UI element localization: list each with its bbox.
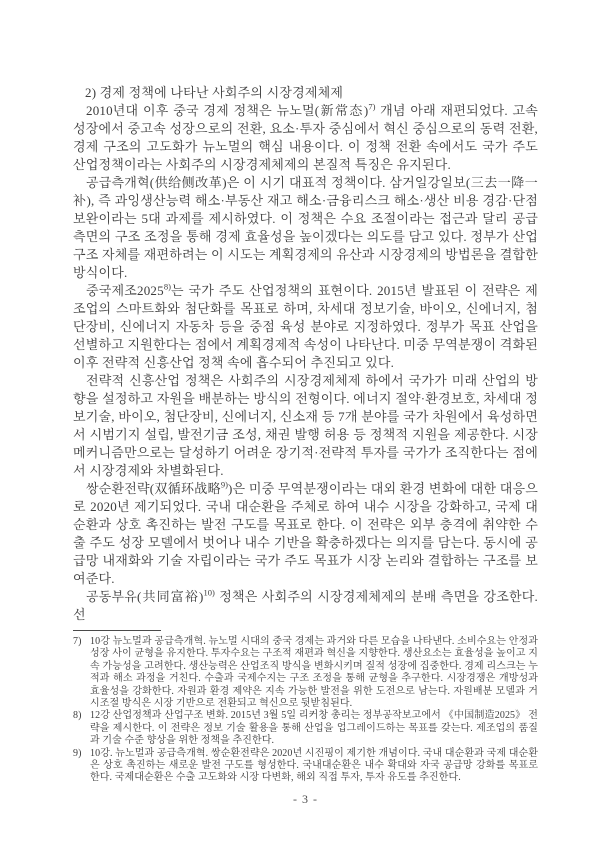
footnote-number: 7) <box>73 636 82 647</box>
footnote-ref: 9) <box>220 479 228 490</box>
footnote-ref: 8) <box>163 281 171 292</box>
paragraph-text: 는 국가 주도 산업정책의 표현이다. 2015년 발표된 이 전략은 제조업의 스마트화와 첨단화를 목표로 하며, 차세대 정보기술, 바이오, 신에너지, 첨단장비, 신에너지 자동차 등을 중점 육성 분야로 지정하였다. 정부가 목표 산업을 선별하고 지원한다는 점에서 계획경제적 속성이 나타난다. 미중 무역분쟁이 격화된 이후 전략적 신흥산업 정책 속에 흡수되어 추진되고 있다. <box>73 283 538 370</box>
body-text <box>73 102 538 624</box>
footnote-item <box>73 748 538 785</box>
body-paragraph <box>73 588 538 624</box>
paragraph-text: 전략적 신흥산업 정책은 사회주의 시장경제체제 하에서 국가가 미래 산업의 방향을 설정하고 자원을 배분하는 방식의 전형이다. 에너지 절약·환경보호, 차세대 정보기술, 바이오, 첨단장비, 신에너지, 신소재 등 7개 분야를 국가 차원에서 육성하면서 시범기지 설립, 발전기금 조성, 채권 발행 허용 등 정책적 지원을 제공한다. 시장 메커니즘만으로는 달성하기 어려운 장기적·전략적 투자를 국가가 조직한다는 점에서 시장경제와 차별화된다. <box>73 373 538 478</box>
body-paragraph <box>73 174 538 282</box>
paragraph-text: 개념 아래 재편되었다. 고속 성장에서 중고속 성장으로의 전환, 요소·투자 중심에서 혁신 중심으로의 동력 전환, 경제 구조의 고도화가 뉴노멀의 핵심 내용이다. 이 정책 전환 속에서도 국가 주도 산업정책이라는 사회주의 시장경제체제의 본질적 특징은 유지된다. <box>73 103 538 172</box>
body-paragraph <box>73 102 538 174</box>
footnote-item <box>73 636 538 710</box>
footnote-item <box>73 710 538 747</box>
paragraph-text: )은 미중 무역분쟁이라는 대외 환경 변화에 대한 대응으로 2020년 제기되었다. 국내 대순환을 주체로 하여 내수 시장을 강화하고, 국제 대순환과 상호 촉진하는 발전 구도를 목표로 한다. 이 전략은 외부 충격에 취약한 수출 주도 성장 모델에서 벗어나 내수 기반을 확충하겠다는 의지를 담는다. 동시에 공급망 내재화와 기술 자립이라는 국가 주도 목표가 시장 논리와 결합하는 구조를 보여준다. <box>73 481 538 586</box>
body-paragraph <box>73 372 538 480</box>
footnote-ref: 7) <box>368 101 376 112</box>
paragraph-text: 정책은 사회주의 시장경제체제의 분배 측면을 강조한다. 선 <box>73 589 538 622</box>
paragraph-text: 쌍순환전략(双循环战略 <box>86 481 221 496</box>
footnote-ref: 10) <box>203 587 215 598</box>
body-paragraph <box>73 282 538 372</box>
paragraph-text: 공동부유(共同富裕) <box>86 589 204 604</box>
page-number: - 3 - <box>293 792 318 806</box>
document-page <box>73 84 538 785</box>
footnote-text: 10강 뉴노멀과 공급측개혁. 뉴노멀 시대의 중국 경제는 과거와 다른 모습을 나타낸다. 소비수요는 안정과 성장 사이 균형을 유지한다. 투자수요는 구조적 재편과 혁신을 지향한다. 생산요소는 효율성을 높이고 지속 가능성을 고려한다. 생산능력은 산업조직 방식을 변화시키며 질적 성장에 집중한다. 경제 리스크는 누적과 해소 과정을 거친다. 수출과 국제수지는 구조 조정을 통해 균형을 추구한다. 시장경쟁은 개방성과 효율성을 강화한다. 자원과 환경 제약은 지속 가능한 발전을 위한 도전으로 남는다. 자원배분 모델과 거시조절 방식은 시장 기반으로 전환되고 혁신으로 뒷받침된다. <box>90 636 538 710</box>
paragraph-text: 공급측개혁(供给侧改革)은 이 시기 대표적 정책이다. 삼거일강일보(三去一降一补), 즉 과잉생산능력 해소·부동산 재고 해소·금융리스크 해소·생산 비용 경감·단점 보완이라는 5대 과제를 제시하였다. 이 정책은 수요 조절이라는 접근과 달리 공급 측면의 구조 조정을 통해 경제 효율성을 높이겠다는 의도를 담고 있다. 정부가 산업 구조 자체를 재편하려는 이 시도는 계획경제의 유산과 시장경제의 방법론을 결합한 방식이다. <box>73 175 538 280</box>
body-paragraph <box>73 480 538 588</box>
paragraph-text: 중국제조2025 <box>86 283 164 298</box>
section-heading: 2) 경제 정책에 나타난 사회주의 시장경제체제 <box>85 85 344 100</box>
paragraph-text: 2010년대 이후 중국 경제 정책은 뉴노멀(新常态) <box>86 103 369 118</box>
footnote-text: 12강 산업정책과 산업구조 변화. 2015년 3월 5일 리커창 총리는 정부공작보고에서 《中国制造2025》 전략을 제시한다. 이 전략은 정보 기술 활용을 통해 산업을 업그레이드하는 목표를 갖는다. 제조업의 품질과 기술 수준 향상을 위한 정책을 추진한다. <box>90 710 538 747</box>
footnote-text: 10강. 뉴노멀과 공급측개혁. 쌍순환전략은 2020년 시진핑이 제기한 개념이다. 국내 대순환과 국제 대순환은 상호 촉진하는 새로운 발전 구도를 형성한다. 국내대순환은 내수 확대와 자국 공급망 강화를 목표로 한다. 국제대순환은 수출 고도화와 시장 다변화, 해외 직접 투자, 투자 유도를 추진한다. <box>90 747 538 784</box>
footnote-separator <box>73 630 161 631</box>
footnote-number: 9) <box>73 747 82 759</box>
footnote-number: 8) <box>73 710 82 722</box>
footnotes-section <box>73 636 538 785</box>
